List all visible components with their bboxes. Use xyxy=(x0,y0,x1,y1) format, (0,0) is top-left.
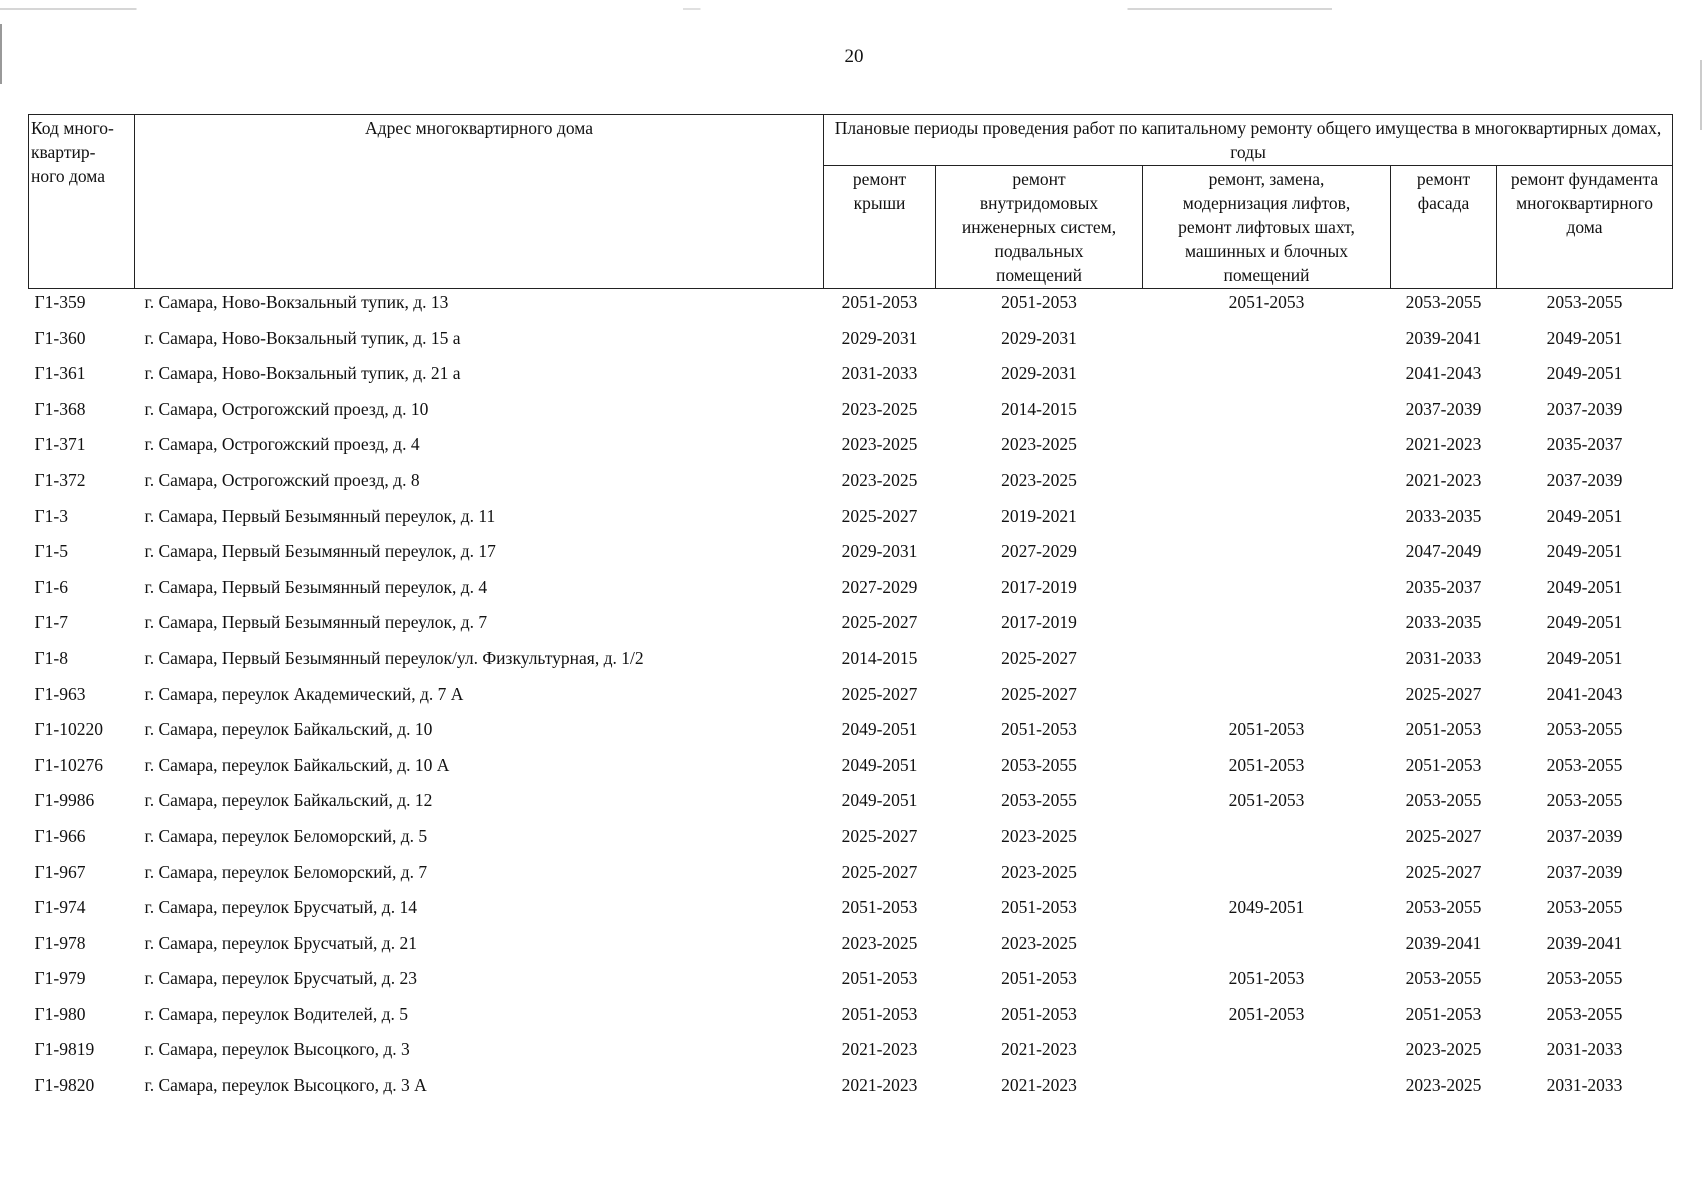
cell-foundation: 2049-2051 xyxy=(1546,541,1623,562)
cell-address: г. Самара, переулок Водителей, д. 5 xyxy=(144,1003,409,1024)
cell-elevators: 2051-2053 xyxy=(1228,754,1305,775)
cell-address: г. Самара, Первый Безымянный переулок, д. 17 xyxy=(144,541,496,562)
cell-address: г. Самара, Первый Безымянный переулок, д. 11 xyxy=(144,505,496,526)
cell-roof: 2051-2053 xyxy=(841,292,918,312)
table-row xyxy=(29,467,1673,503)
cell-foundation: 2041-2043 xyxy=(1546,683,1623,704)
cell-foundation: 2053-2055 xyxy=(1546,790,1623,811)
cell-facade: 2053-2055 xyxy=(1405,968,1482,989)
cell-foundation: 2049-2051 xyxy=(1546,363,1623,384)
cell-facade: 2023-2025 xyxy=(1405,1075,1482,1096)
cell-foundation: 2037-2039 xyxy=(1546,825,1623,846)
cell-engineering: 2051-2053 xyxy=(1001,1003,1077,1024)
table-row xyxy=(29,574,1673,610)
cell-foundation: 2053-2055 xyxy=(1546,968,1623,989)
cell-elevators: 2049-2051 xyxy=(1228,897,1305,918)
cell-engineering: 2023-2025 xyxy=(1001,825,1077,846)
cell-code: Г1-980 xyxy=(34,1003,86,1024)
cell-code: Г1-9820 xyxy=(34,1075,95,1096)
cell-elevators: 2051-2053 xyxy=(1228,1003,1305,1024)
cell-roof: 2025-2027 xyxy=(841,825,918,846)
cell-roof: 2025-2027 xyxy=(841,612,918,633)
cell-roof: 2025-2027 xyxy=(841,505,918,526)
cell-facade: 2033-2035 xyxy=(1405,505,1482,526)
table-row xyxy=(29,289,1673,325)
table-row xyxy=(29,859,1673,895)
cell-code: Г1-978 xyxy=(34,932,86,953)
cell-address: г. Самара, переулок Высоцкого, д. 3 xyxy=(144,1039,410,1060)
cell-code: Г1-10220 xyxy=(34,719,103,740)
cell-roof: 2021-2023 xyxy=(841,1039,918,1060)
cell-roof: 2014-2015 xyxy=(841,647,918,668)
scan-artifact-right xyxy=(1700,60,1702,130)
cell-code: Г1-359 xyxy=(34,292,86,312)
cell-elevators: 2051-2053 xyxy=(1228,292,1305,312)
table-row xyxy=(29,930,1673,966)
cell-elevators xyxy=(1143,1072,1391,1108)
cell-engineering: 2025-2027 xyxy=(1001,683,1077,704)
cell-foundation: 2053-2055 xyxy=(1546,754,1623,775)
header-foundation: ремонт фундамента многоквартирного дома xyxy=(1497,166,1673,289)
cell-elevators: 2051-2053 xyxy=(1228,968,1305,989)
cell-elevators: 2051-2053 xyxy=(1228,719,1305,740)
cell-address: г. Самара, переулок Байкальский, д. 12 xyxy=(144,790,433,811)
cell-foundation: 2053-2055 xyxy=(1546,897,1623,918)
cell-elevators xyxy=(1143,645,1391,681)
table-row xyxy=(29,787,1673,823)
cell-roof: 2025-2027 xyxy=(841,861,918,882)
cell-roof: 2021-2023 xyxy=(841,1075,918,1096)
cell-engineering: 2053-2055 xyxy=(1001,790,1077,811)
cell-foundation: 2049-2051 xyxy=(1546,612,1623,633)
cell-facade: 2053-2055 xyxy=(1405,790,1482,811)
header-engineering: ремонт внутридомовых инженерных систем, подвальных помещений xyxy=(936,166,1143,289)
cell-elevators xyxy=(1143,823,1391,859)
cell-code: Г1-979 xyxy=(34,968,86,989)
cell-code: Г1-966 xyxy=(34,825,86,846)
table-row xyxy=(29,325,1673,361)
cell-code: Г1-372 xyxy=(34,469,86,490)
cell-address: г. Самара, Первый Безымянный переулок, д. 7 xyxy=(144,612,488,633)
cell-roof: 2049-2051 xyxy=(841,719,918,740)
cell-engineering: 2029-2031 xyxy=(1001,327,1077,348)
header-elevators: ремонт, замена, модернизация лифтов, ремонт лифтовых шахт, машинных и блочных помещений xyxy=(1143,166,1391,289)
cell-foundation: 2049-2051 xyxy=(1546,576,1623,597)
cell-engineering: 2027-2029 xyxy=(1001,541,1077,562)
cell-engineering: 2051-2053 xyxy=(1001,897,1077,918)
cell-engineering: 2014-2015 xyxy=(1001,398,1077,419)
cell-elevators xyxy=(1143,859,1391,895)
header-facade: ремонт фасада xyxy=(1391,166,1497,289)
cell-roof: 2051-2053 xyxy=(841,1003,918,1024)
cell-elevators xyxy=(1143,930,1391,966)
cell-code: Г1-967 xyxy=(34,861,86,882)
scan-artifact-top xyxy=(0,8,1708,10)
cell-elevators xyxy=(1143,538,1391,574)
cell-roof: 2049-2051 xyxy=(841,790,918,811)
cell-address: г. Самара, Острогожский проезд, д. 8 xyxy=(144,469,420,490)
cell-address: г. Самара, Острогожский проезд, д. 4 xyxy=(144,434,420,455)
cell-roof: 2051-2053 xyxy=(841,897,918,918)
header-address: Адрес многоквартирного дома xyxy=(135,115,824,289)
cell-foundation: 2031-2033 xyxy=(1546,1075,1623,1096)
cell-engineering: 2017-2019 xyxy=(1001,576,1077,597)
cell-address: г. Самара, переулок Брусчатый, д. 14 xyxy=(144,897,417,918)
cell-engineering: 2053-2055 xyxy=(1001,754,1077,775)
table-row xyxy=(29,823,1673,859)
cell-roof: 2049-2051 xyxy=(841,754,918,775)
cell-facade: 2025-2027 xyxy=(1405,825,1482,846)
cell-address: г. Самара, Первый Безымянный переулок, д. 4 xyxy=(144,576,488,597)
cell-address: г. Самара, переулок Беломорский, д. 5 xyxy=(144,825,428,846)
cell-facade: 2051-2053 xyxy=(1405,754,1482,775)
cell-facade: 2039-2041 xyxy=(1405,327,1482,348)
table-row xyxy=(29,894,1673,930)
cell-foundation: 2053-2055 xyxy=(1546,719,1623,740)
cell-facade: 2025-2027 xyxy=(1405,683,1482,704)
table-row xyxy=(29,503,1673,539)
cell-engineering: 2023-2025 xyxy=(1001,469,1077,490)
cell-code: Г1-974 xyxy=(34,897,86,918)
cell-foundation: 2037-2039 xyxy=(1546,469,1623,490)
cell-engineering: 2019-2021 xyxy=(1001,505,1077,526)
cell-engineering: 2029-2031 xyxy=(1001,363,1077,384)
cell-code: Г1-5 xyxy=(34,541,68,562)
table-body xyxy=(29,289,1673,1108)
cell-engineering: 2017-2019 xyxy=(1001,612,1077,633)
cell-engineering: 2021-2023 xyxy=(1001,1039,1077,1060)
cell-engineering: 2021-2023 xyxy=(1001,1075,1077,1096)
cell-facade: 2053-2055 xyxy=(1405,897,1482,918)
header-code: Код много- квартир- ного дома xyxy=(29,115,135,289)
cell-foundation: 2037-2039 xyxy=(1546,398,1623,419)
cell-engineering: 2051-2053 xyxy=(1001,968,1077,989)
cell-elevators xyxy=(1143,574,1391,610)
cell-facade: 2051-2053 xyxy=(1405,1003,1482,1024)
cell-foundation: 2053-2055 xyxy=(1546,1003,1623,1024)
cell-code: Г1-7 xyxy=(34,612,68,633)
cell-engineering: 2023-2025 xyxy=(1001,434,1077,455)
cell-address: г. Самара, Острогожский проезд, д. 10 xyxy=(144,398,429,419)
table-row xyxy=(29,431,1673,467)
cell-code: Г1-6 xyxy=(34,576,68,597)
cell-code: Г1-368 xyxy=(34,398,86,419)
table-row xyxy=(29,645,1673,681)
cell-roof: 2025-2027 xyxy=(841,683,918,704)
cell-roof: 2023-2025 xyxy=(841,469,918,490)
table-row xyxy=(29,609,1673,645)
cell-code: Г1-9819 xyxy=(34,1039,95,1060)
cell-elevators xyxy=(1143,1036,1391,1072)
page-number: 20 xyxy=(844,46,864,67)
cell-roof: 2023-2025 xyxy=(841,434,918,455)
cell-facade: 2051-2053 xyxy=(1405,719,1482,740)
cell-facade: 2047-2049 xyxy=(1405,541,1482,562)
cell-address: г. Самара, переулок Байкальский, д. 10 А xyxy=(144,754,450,775)
cell-elevators xyxy=(1143,325,1391,361)
cell-roof: 2027-2029 xyxy=(841,576,918,597)
cell-engineering: 2023-2025 xyxy=(1001,932,1077,953)
cell-facade: 2025-2027 xyxy=(1405,861,1482,882)
table-row xyxy=(29,396,1673,432)
table-row xyxy=(29,1001,1673,1037)
table-row xyxy=(29,965,1673,1001)
cell-elevators xyxy=(1143,681,1391,717)
cell-roof: 2023-2025 xyxy=(841,932,918,953)
cell-foundation: 2049-2051 xyxy=(1546,327,1623,348)
cell-elevators xyxy=(1143,609,1391,645)
cell-address: г. Самара, Ново-Вокзальный тупик, д. 13 xyxy=(144,292,449,312)
table-row xyxy=(29,1072,1673,1108)
table-row xyxy=(29,538,1673,574)
cell-roof: 2051-2053 xyxy=(841,968,918,989)
cell-elevators xyxy=(1143,503,1391,539)
cell-code: Г1-8 xyxy=(34,647,68,668)
cell-roof: 2023-2025 xyxy=(841,398,918,419)
cell-elevators: 2051-2053 xyxy=(1228,790,1305,811)
cell-facade: 2041-2043 xyxy=(1405,363,1482,384)
cell-address: г. Самара, Ново-Вокзальный тупик, д. 21 а xyxy=(144,363,461,384)
cell-code: Г1-9986 xyxy=(34,790,95,811)
cell-address: г. Самара, Первый Безымянный переулок/ул. Физкультурная, д. 1/2 xyxy=(144,647,644,668)
cell-facade: 2023-2025 xyxy=(1405,1039,1482,1060)
cell-foundation: 2039-2041 xyxy=(1546,932,1623,953)
cell-code: Г1-963 xyxy=(34,683,86,704)
cell-code: Г1-10276 xyxy=(34,754,103,775)
cell-code: Г1-360 xyxy=(34,327,86,348)
cell-foundation: 2037-2039 xyxy=(1546,861,1623,882)
cell-engineering: 2025-2027 xyxy=(1001,647,1077,668)
cell-foundation: 2053-2055 xyxy=(1546,292,1623,312)
table-row xyxy=(29,360,1673,396)
table-row xyxy=(29,681,1673,717)
cell-roof: 2029-2031 xyxy=(841,327,918,348)
cell-foundation: 2049-2051 xyxy=(1546,647,1623,668)
cell-engineering: 2023-2025 xyxy=(1001,861,1077,882)
table-row xyxy=(29,1036,1673,1072)
table-row xyxy=(29,752,1673,788)
cell-foundation: 2035-2037 xyxy=(1546,434,1623,455)
cell-elevators xyxy=(1143,396,1391,432)
cell-address: г. Самара, переулок Высоцкого, д. 3 А xyxy=(144,1075,427,1096)
cell-address: г. Самара, переулок Брусчатый, д. 21 xyxy=(144,932,417,953)
table-row xyxy=(29,716,1673,752)
cell-address: г. Самара, переулок Беломорский, д. 7 xyxy=(144,861,428,882)
repair-plan-table xyxy=(28,114,1673,1108)
cell-address: г. Самара, переулок Академический, д. 7 А xyxy=(144,683,464,704)
cell-engineering: 2051-2053 xyxy=(1001,719,1077,740)
header-periods-group: Плановые периоды проведения работ по капитальному ремонту общего имущества в многоквартирных домах, годы xyxy=(824,115,1673,166)
cell-elevators xyxy=(1143,431,1391,467)
cell-facade: 2031-2033 xyxy=(1405,647,1482,668)
cell-code: Г1-3 xyxy=(34,505,68,526)
cell-address: г. Самара, переулок Байкальский, д. 10 xyxy=(144,719,433,740)
header-roof: ремонт крыши xyxy=(824,166,936,289)
cell-address: г. Самара, переулок Брусчатый, д. 23 xyxy=(144,968,417,989)
cell-facade: 2035-2037 xyxy=(1405,576,1482,597)
cell-code: Г1-371 xyxy=(34,434,86,455)
cell-facade: 2033-2035 xyxy=(1405,612,1482,633)
cell-foundation: 2049-2051 xyxy=(1546,505,1623,526)
cell-engineering: 2051-2053 xyxy=(1001,292,1077,312)
cell-elevators xyxy=(1143,360,1391,396)
cell-address: г. Самара, Ново-Вокзальный тупик, д. 15 а xyxy=(144,327,461,348)
cell-facade: 2021-2023 xyxy=(1405,434,1482,455)
cell-facade: 2037-2039 xyxy=(1405,398,1482,419)
cell-code: Г1-361 xyxy=(34,363,86,384)
cell-roof: 2031-2033 xyxy=(841,363,918,384)
cell-facade: 2053-2055 xyxy=(1405,292,1482,312)
cell-facade: 2021-2023 xyxy=(1405,469,1482,490)
cell-facade: 2039-2041 xyxy=(1405,932,1482,953)
cell-elevators xyxy=(1143,467,1391,503)
cell-foundation: 2031-2033 xyxy=(1546,1039,1623,1060)
cell-roof: 2029-2031 xyxy=(841,541,918,562)
